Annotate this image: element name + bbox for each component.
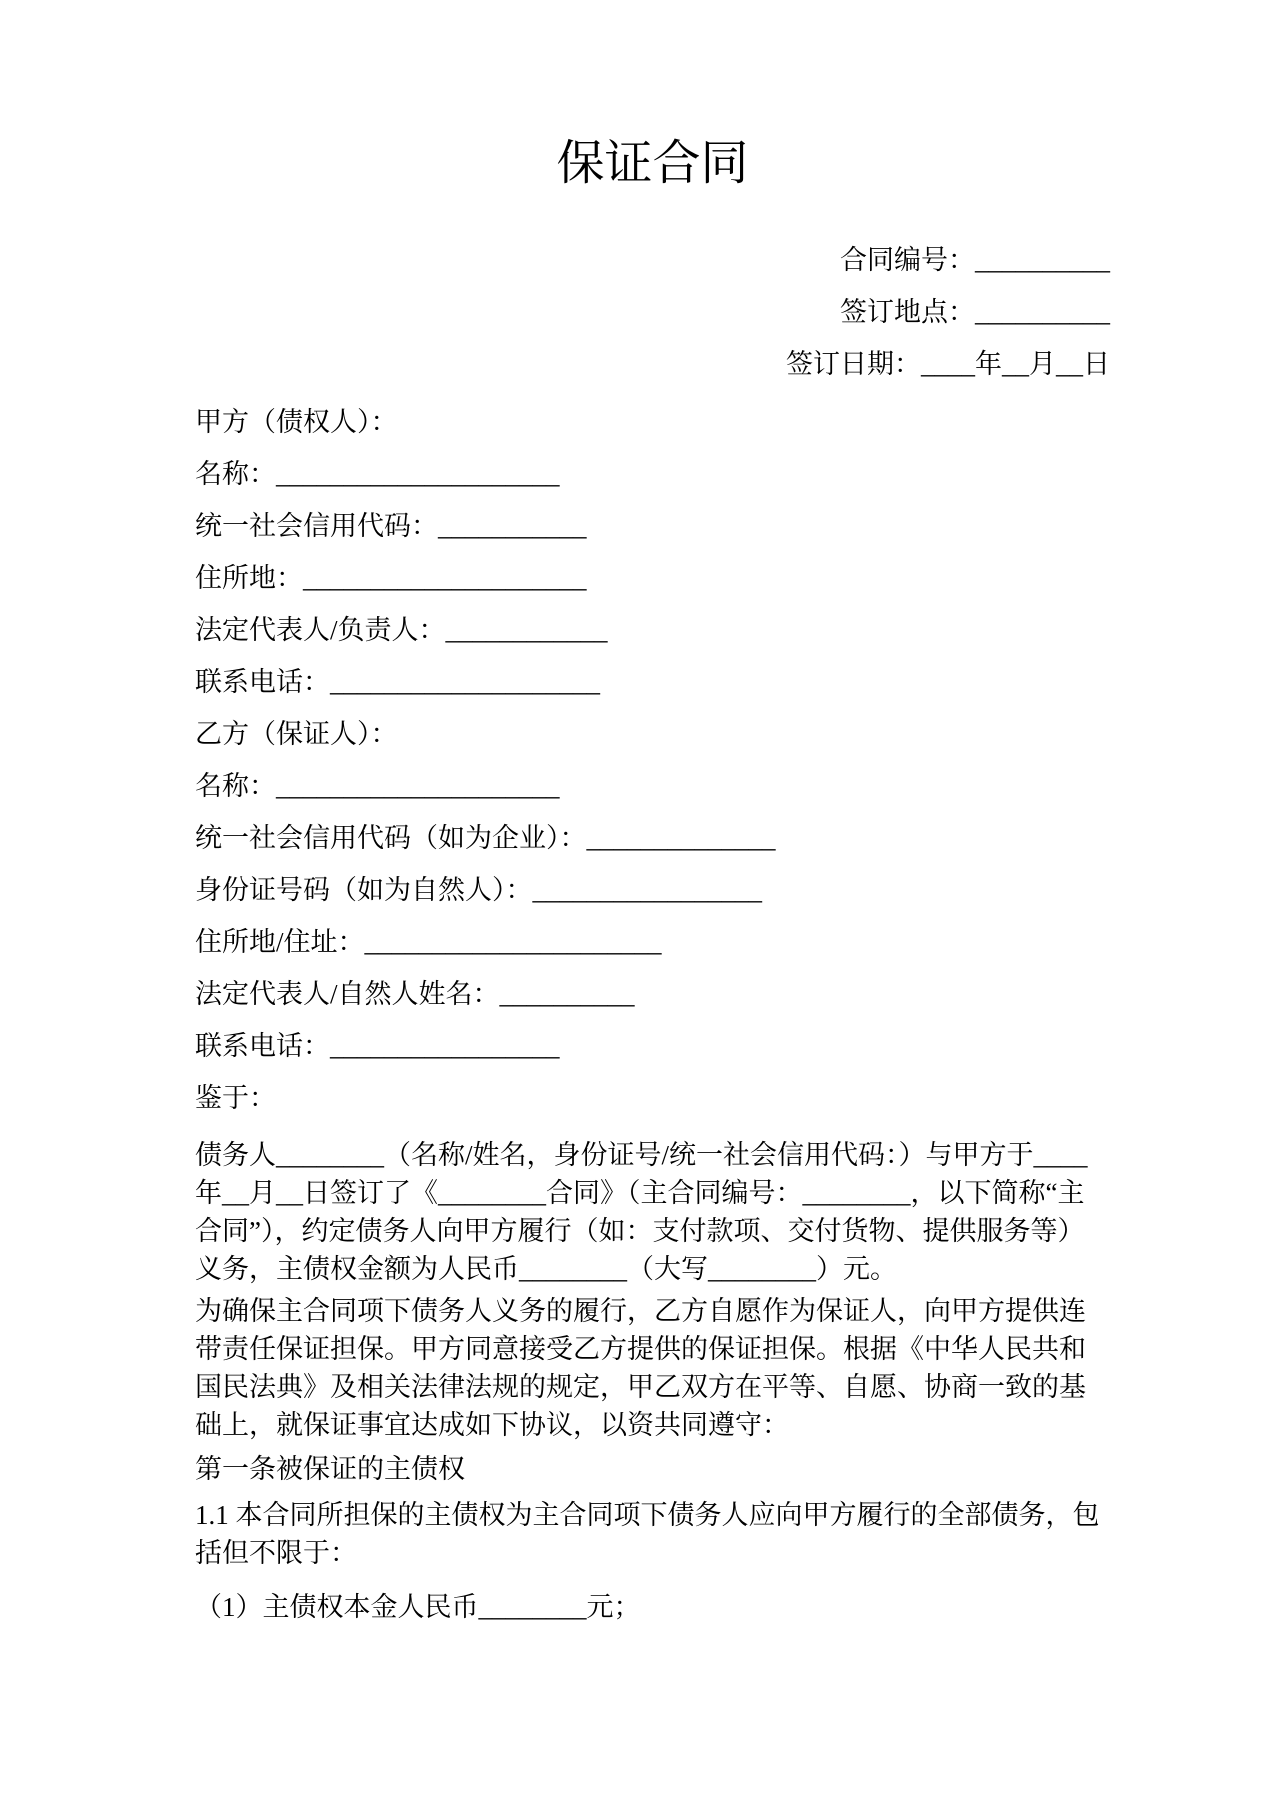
recital-1-line-3: 合同”），约定债务人向甲方履行（如：支付款项、交付货物、提供服务等） [195, 1216, 1085, 1246]
party-a-uscc-field: 统一社会信用代码：___________ [195, 511, 587, 541]
recital-2-line-2: 带责任保证担保。甲方同意接受乙方提供的保证担保。根据《中华人民共和 [195, 1334, 1086, 1364]
party-a-name-field: 名称：_____________________ [195, 459, 560, 489]
clause-1-1-paragraph [195, 1496, 1110, 1572]
party-b-address-field: 住所地/住址：______________________ [195, 927, 662, 957]
party-a-address-field: 住所地：_____________________ [195, 563, 587, 593]
recital-2-line-3: 国民法典》及相关法律法规的规定，甲乙双方在平等、自愿、协商一致的基 [195, 1372, 1086, 1402]
party-b-legal-rep-field: 法定代表人/自然人姓名：__________ [195, 979, 635, 1009]
recital-2-line-1: 为确保主合同项下债务人义务的履行，乙方自愿作为保证人，向甲方提供连 [195, 1296, 1086, 1326]
whereas-heading: 鉴于： [195, 1083, 276, 1113]
clause-1-heading: 第一条被保证的主债权 [195, 1454, 465, 1484]
document-content [195, 0, 1110, 1626]
party-b-phone-field: 联系电话：_________________ [195, 1031, 560, 1061]
party-a-legal-rep-field: 法定代表人/负责人：____________ [195, 615, 608, 645]
recital-1-line-1: 债务人________（名称/姓名，身份证号/统一社会信用代码：）与甲方于____ [195, 1140, 1088, 1170]
header-meta-block [195, 234, 1110, 390]
party-a-heading: 甲方（债权人）： [195, 407, 398, 437]
party-b-uscc-field: 统一社会信用代码（如为企业）：______________ [195, 823, 776, 853]
clause-1-1-line-2: 括但不限于： [195, 1538, 357, 1568]
recital-2-line-4: 础上，就保证事宜达成如下协议，以资共同遵守： [195, 1410, 789, 1440]
recital-1-line-2: 年__月__日签订了《________合同》（主合同编号：________，以下简称“主 [195, 1178, 1085, 1208]
recital-paragraph-1 [195, 1136, 1110, 1288]
clause-1-1-item-1: （1）主债权本金人民币________元； [195, 1592, 641, 1622]
contract-number-line: 合同编号：__________ [840, 245, 1110, 275]
document-title: 保证合同 [556, 137, 749, 190]
party-a-phone-field: 联系电话：____________________ [195, 667, 600, 697]
signing-place-line: 签订地点：__________ [840, 297, 1110, 327]
recital-1-line-4: 义务，主债权金额为人民币________（大写________）元。 [195, 1254, 897, 1284]
parties-section [195, 396, 1110, 1124]
party-b-id-number-field: 身份证号码（如为自然人）：_________________ [195, 875, 762, 905]
party-b-heading: 乙方（保证人）： [195, 719, 398, 749]
party-b-name-field: 名称：_____________________ [195, 771, 560, 801]
recital-paragraph-2 [195, 1292, 1110, 1444]
clause-1-1-line-1: 1.1 本合同所担保的主债权为主合同项下债务人应向甲方履行的全部债务，包 [195, 1500, 1100, 1530]
signing-date-line: 签订日期：____年__月__日 [786, 349, 1110, 379]
